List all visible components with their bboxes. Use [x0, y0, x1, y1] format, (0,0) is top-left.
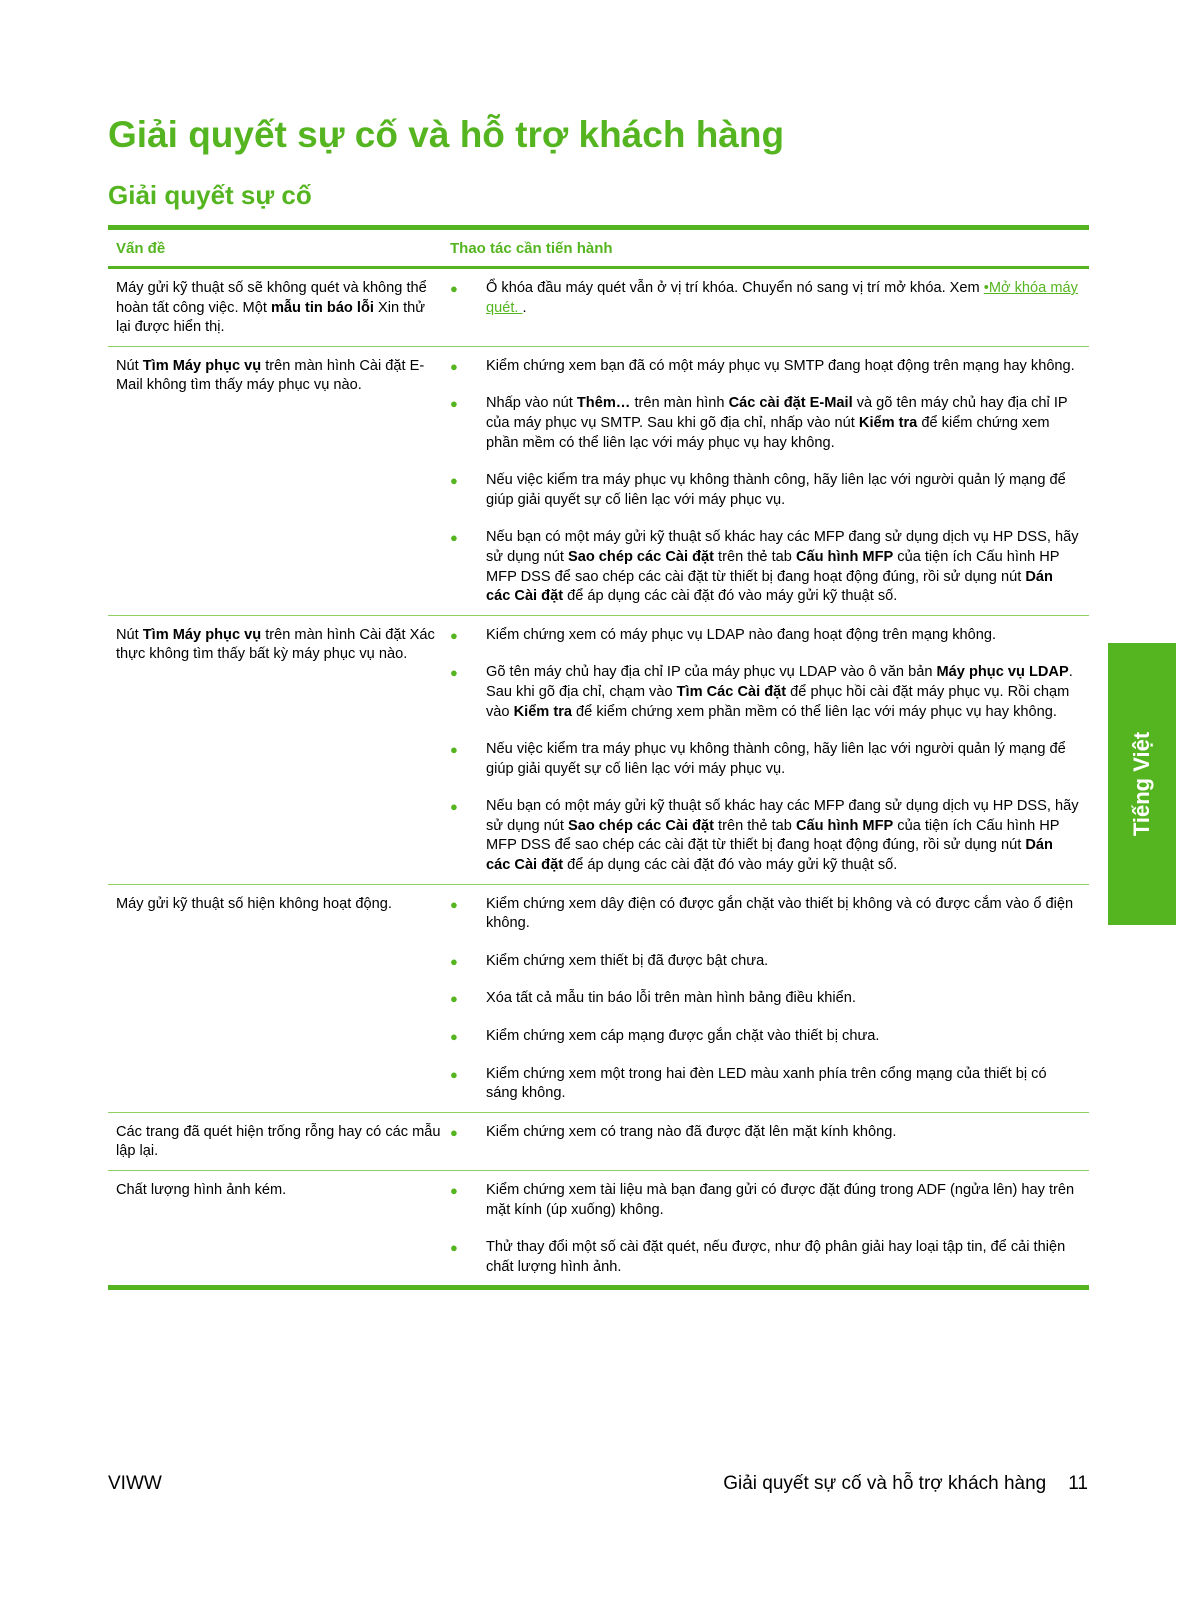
action-cell	[450, 885, 1089, 1112]
action-item	[450, 895, 1089, 934]
bullet-icon: ●	[450, 473, 458, 489]
bold-term: Tìm Máy phục vụ	[142, 626, 262, 643]
action-item	[450, 740, 1089, 779]
action-text: Nếu bạn có một máy gửi kỹ thuật số khác hay các MFP đang sử dụng dịch vụ HP DSS, hãy sử dụng nút Sao chép các Cài đặt trên thẻ tab Cấu hình MFP của tiện ích Cấu hình HP MFP DSS để sao chép các cài đặt từ thiết bị đang hoạt động đúng, rồi sử dụng nút Dán các Cài đặt để áp dụng các cài đặt đó vào máy gửi kỹ thuật số.	[486, 798, 1079, 874]
bullet-icon: ●	[450, 1183, 458, 1198]
table-bottom-rule	[108, 1285, 1089, 1290]
bold-term: Các cài đặt E-Mail	[728, 395, 853, 412]
section-title: Giải quyết sự cố	[108, 180, 312, 210]
bold-term: Dán các Cài đặt	[486, 837, 1053, 874]
bullet-icon: ●	[450, 1240, 458, 1256]
action-item	[450, 989, 1089, 1009]
bullet-icon: ●	[450, 896, 458, 912]
header-action: Thao tác cần tiến hành	[450, 239, 613, 257]
header-problem: Vấn đề	[116, 239, 166, 257]
table-body	[108, 269, 1089, 1285]
action-text: Nhấp vào nút Thêm… trên màn hình Các cài đặt E-Mail và gõ tên máy chủ hay địa chỉ IP của máy phục vụ SMTP. Sau khi gõ địa chỉ, nhấp vào nút Kiểm tra để kiểm chứng xem phần mềm có thể liên lạc với máy phục vụ hay không.	[486, 395, 1068, 451]
bold-term: mẫu tin báo lỗi	[270, 299, 374, 316]
action-item	[450, 471, 1089, 510]
action-text: Gõ tên máy chủ hay địa chỉ IP của máy phục vụ LDAP vào ô văn bản Máy phục vụ LDAP. Sau khi gõ địa chỉ, chạm vào Tìm Các Cài đặt để phục hồi cài đặt máy phục vụ. Rồi chạm vào Kiểm tra để kiểm chứng xem phần mềm có thể liên lạc với máy phục vụ hay không.	[486, 664, 1073, 720]
action-text: Kiểm chứng xem thiết bị đã được bật chưa.	[486, 952, 769, 969]
bullet-icon: ●	[450, 742, 458, 758]
language-side-tab	[1108, 643, 1176, 925]
bullet-icon: ●	[450, 396, 458, 412]
action-item	[450, 1238, 1089, 1277]
footer-title: Giải quyết sự cố và hỗ trợ khách hàng	[723, 1473, 1047, 1494]
bold-term: Sao chép các Cài đặt	[567, 817, 714, 834]
action-item	[450, 279, 1089, 318]
page-title: Giải quyết sự cố và hỗ trợ khách hàng	[108, 114, 785, 155]
table-row	[108, 616, 1089, 884]
bullet-icon: ●	[450, 799, 458, 815]
cross-reference-link[interactable]: •Mở khóa máy quét.	[486, 280, 1078, 316]
action-item	[450, 1065, 1089, 1104]
table-row	[108, 1171, 1089, 1285]
action-text: Thử thay đổi một số cài đặt quét, nếu được, như độ phân giải hay loại tập tin, để cải thiện chất lượng hình ảnh.	[486, 1239, 1066, 1275]
action-cell	[450, 1113, 1089, 1170]
troubleshooting-table	[108, 225, 1089, 1290]
action-text: Xóa tất cả mẫu tin báo lỗi trên màn hình bảng điều khiển.	[486, 990, 856, 1007]
action-text: Kiểm chứng xem tài liệu mà bạn đang gửi có được đặt đúng trong ADF (ngửa lên) hay trên mặt kính (úp xuống) không.	[486, 1182, 1075, 1218]
action-text: Kiểm chứng xem một trong hai đèn LED màu xanh phía trên cổng mạng của thiết bị có sáng không.	[486, 1065, 1047, 1102]
bullet-icon: ●	[450, 1066, 458, 1082]
bold-term: Cấu hình MFP	[795, 548, 894, 565]
action-text: Nếu việc kiểm tra máy phục vụ không thành công, hãy liên lạc với người quản lý mạng để giúp giải quyết sự cố liên lạc với máy phục vụ.	[486, 741, 1066, 777]
action-cell	[450, 347, 1089, 615]
problem-cell: Máy gửi kỹ thuật số sẽ không quét và không thể hoàn tất công việc. Một mẫu tin báo lỗi Xin thử lại được hiển thị.	[116, 280, 427, 336]
action-item	[450, 626, 1089, 646]
bullet-icon: ●	[450, 530, 458, 546]
action-cell	[450, 269, 1089, 346]
bullet-icon: ●	[450, 281, 458, 296]
action-cell	[450, 1171, 1089, 1285]
action-text: Kiểm chứng xem bạn đã có một máy phục vụ SMTP đang hoạt động trên mạng hay không.	[486, 357, 1075, 374]
bullet-icon: ●	[450, 1029, 458, 1045]
footer-right	[723, 1473, 1088, 1495]
bold-term: Tìm Máy phục vụ	[142, 357, 262, 374]
action-item	[450, 663, 1089, 722]
bold-term: Máy phục vụ LDAP	[936, 664, 1069, 681]
action-item	[450, 1027, 1089, 1047]
problem-cell: Chất lượng hình ảnh kém.	[116, 1182, 287, 1198]
action-text: Kiểm chứng xem cáp mạng được gắn chặt vào thiết bị chưa.	[486, 1028, 880, 1045]
action-text: Nếu việc kiểm tra máy phục vụ không thành công, hãy liên lạc với người quản lý mạng để giúp giải quyết sự cố liên lạc với máy phục vụ.	[486, 472, 1066, 508]
language-label: Tiếng Việt	[1129, 731, 1154, 837]
action-text: Kiểm chứng xem có máy phục vụ LDAP nào đang hoạt động trên mạng không.	[486, 626, 997, 643]
problem-cell: Nút Tìm Máy phục vụ trên màn hình Cài đặt Xác thực không tìm thấy bất kỳ máy phục vụ nào.	[116, 626, 435, 663]
problem-cell: Các trang đã quét hiện trống rỗng hay có các mẫu lập lại.	[116, 1123, 441, 1160]
action-text: Ổ khóa đầu máy quét vẫn ở vị trí khóa. Chuyển nó sang vị trí mở khóa. Xem •Mở khóa máy quét. .	[486, 280, 1078, 316]
bold-term: Cấu hình MFP	[795, 817, 894, 834]
bold-term: Tìm Các Cài đặt	[676, 683, 787, 700]
table-row	[108, 269, 1089, 346]
action-text: Kiểm chứng xem có trang nào đã được đặt lên mặt kính không.	[486, 1123, 897, 1140]
bullet-icon: ●	[450, 358, 458, 374]
table-row	[108, 885, 1089, 1112]
table-row	[108, 1113, 1089, 1170]
bullet-icon: ●	[450, 1124, 458, 1140]
action-item	[450, 528, 1089, 606]
bullet-icon: ●	[450, 953, 458, 969]
action-cell	[450, 616, 1089, 884]
page-number: 11	[1068, 1473, 1088, 1494]
action-item	[450, 394, 1089, 453]
action-item	[450, 357, 1089, 377]
bold-term: Thêm…	[576, 395, 631, 412]
table-row	[108, 347, 1089, 615]
action-item	[450, 1123, 1089, 1143]
action-text: Kiểm chứng xem dây điện có được gắn chặt vào thiết bị không và có được cắm vào ổ điện không.	[486, 895, 1074, 932]
bold-term: Dán các Cài đặt	[486, 568, 1053, 605]
action-item	[450, 952, 1089, 972]
bullet-icon: ●	[450, 991, 458, 1007]
action-item	[450, 1181, 1089, 1220]
bullet-icon: ●	[450, 627, 458, 643]
problem-cell: Nút Tìm Máy phục vụ trên màn hình Cài đặt E-Mail không tìm thấy máy phục vụ nào.	[116, 357, 425, 394]
bold-term: Kiểm tra	[858, 414, 918, 431]
action-item	[450, 797, 1089, 875]
footer-left: VIWW	[108, 1473, 162, 1494]
action-text: Nếu bạn có một máy gửi kỹ thuật số khác hay các MFP đang sử dụng dịch vụ HP DSS, hãy sử dụng nút Sao chép các Cài đặt trên thẻ tab Cấu hình MFP của tiện ích Cấu hình HP MFP DSS để sao chép các cài đặt từ thiết bị đang hoạt động đúng, rồi sử dụng nút Dán các Cài đặt để áp dụng các cài đặt đó vào máy gửi kỹ thuật số.	[486, 529, 1079, 605]
table-header	[108, 230, 1089, 266]
bold-term: Kiểm tra	[513, 703, 572, 720]
problem-cell: Máy gửi kỹ thuật số hiện không hoạt động.	[116, 895, 392, 912]
bold-term: Sao chép các Cài đặt	[567, 548, 714, 565]
bullet-icon: ●	[450, 665, 458, 681]
